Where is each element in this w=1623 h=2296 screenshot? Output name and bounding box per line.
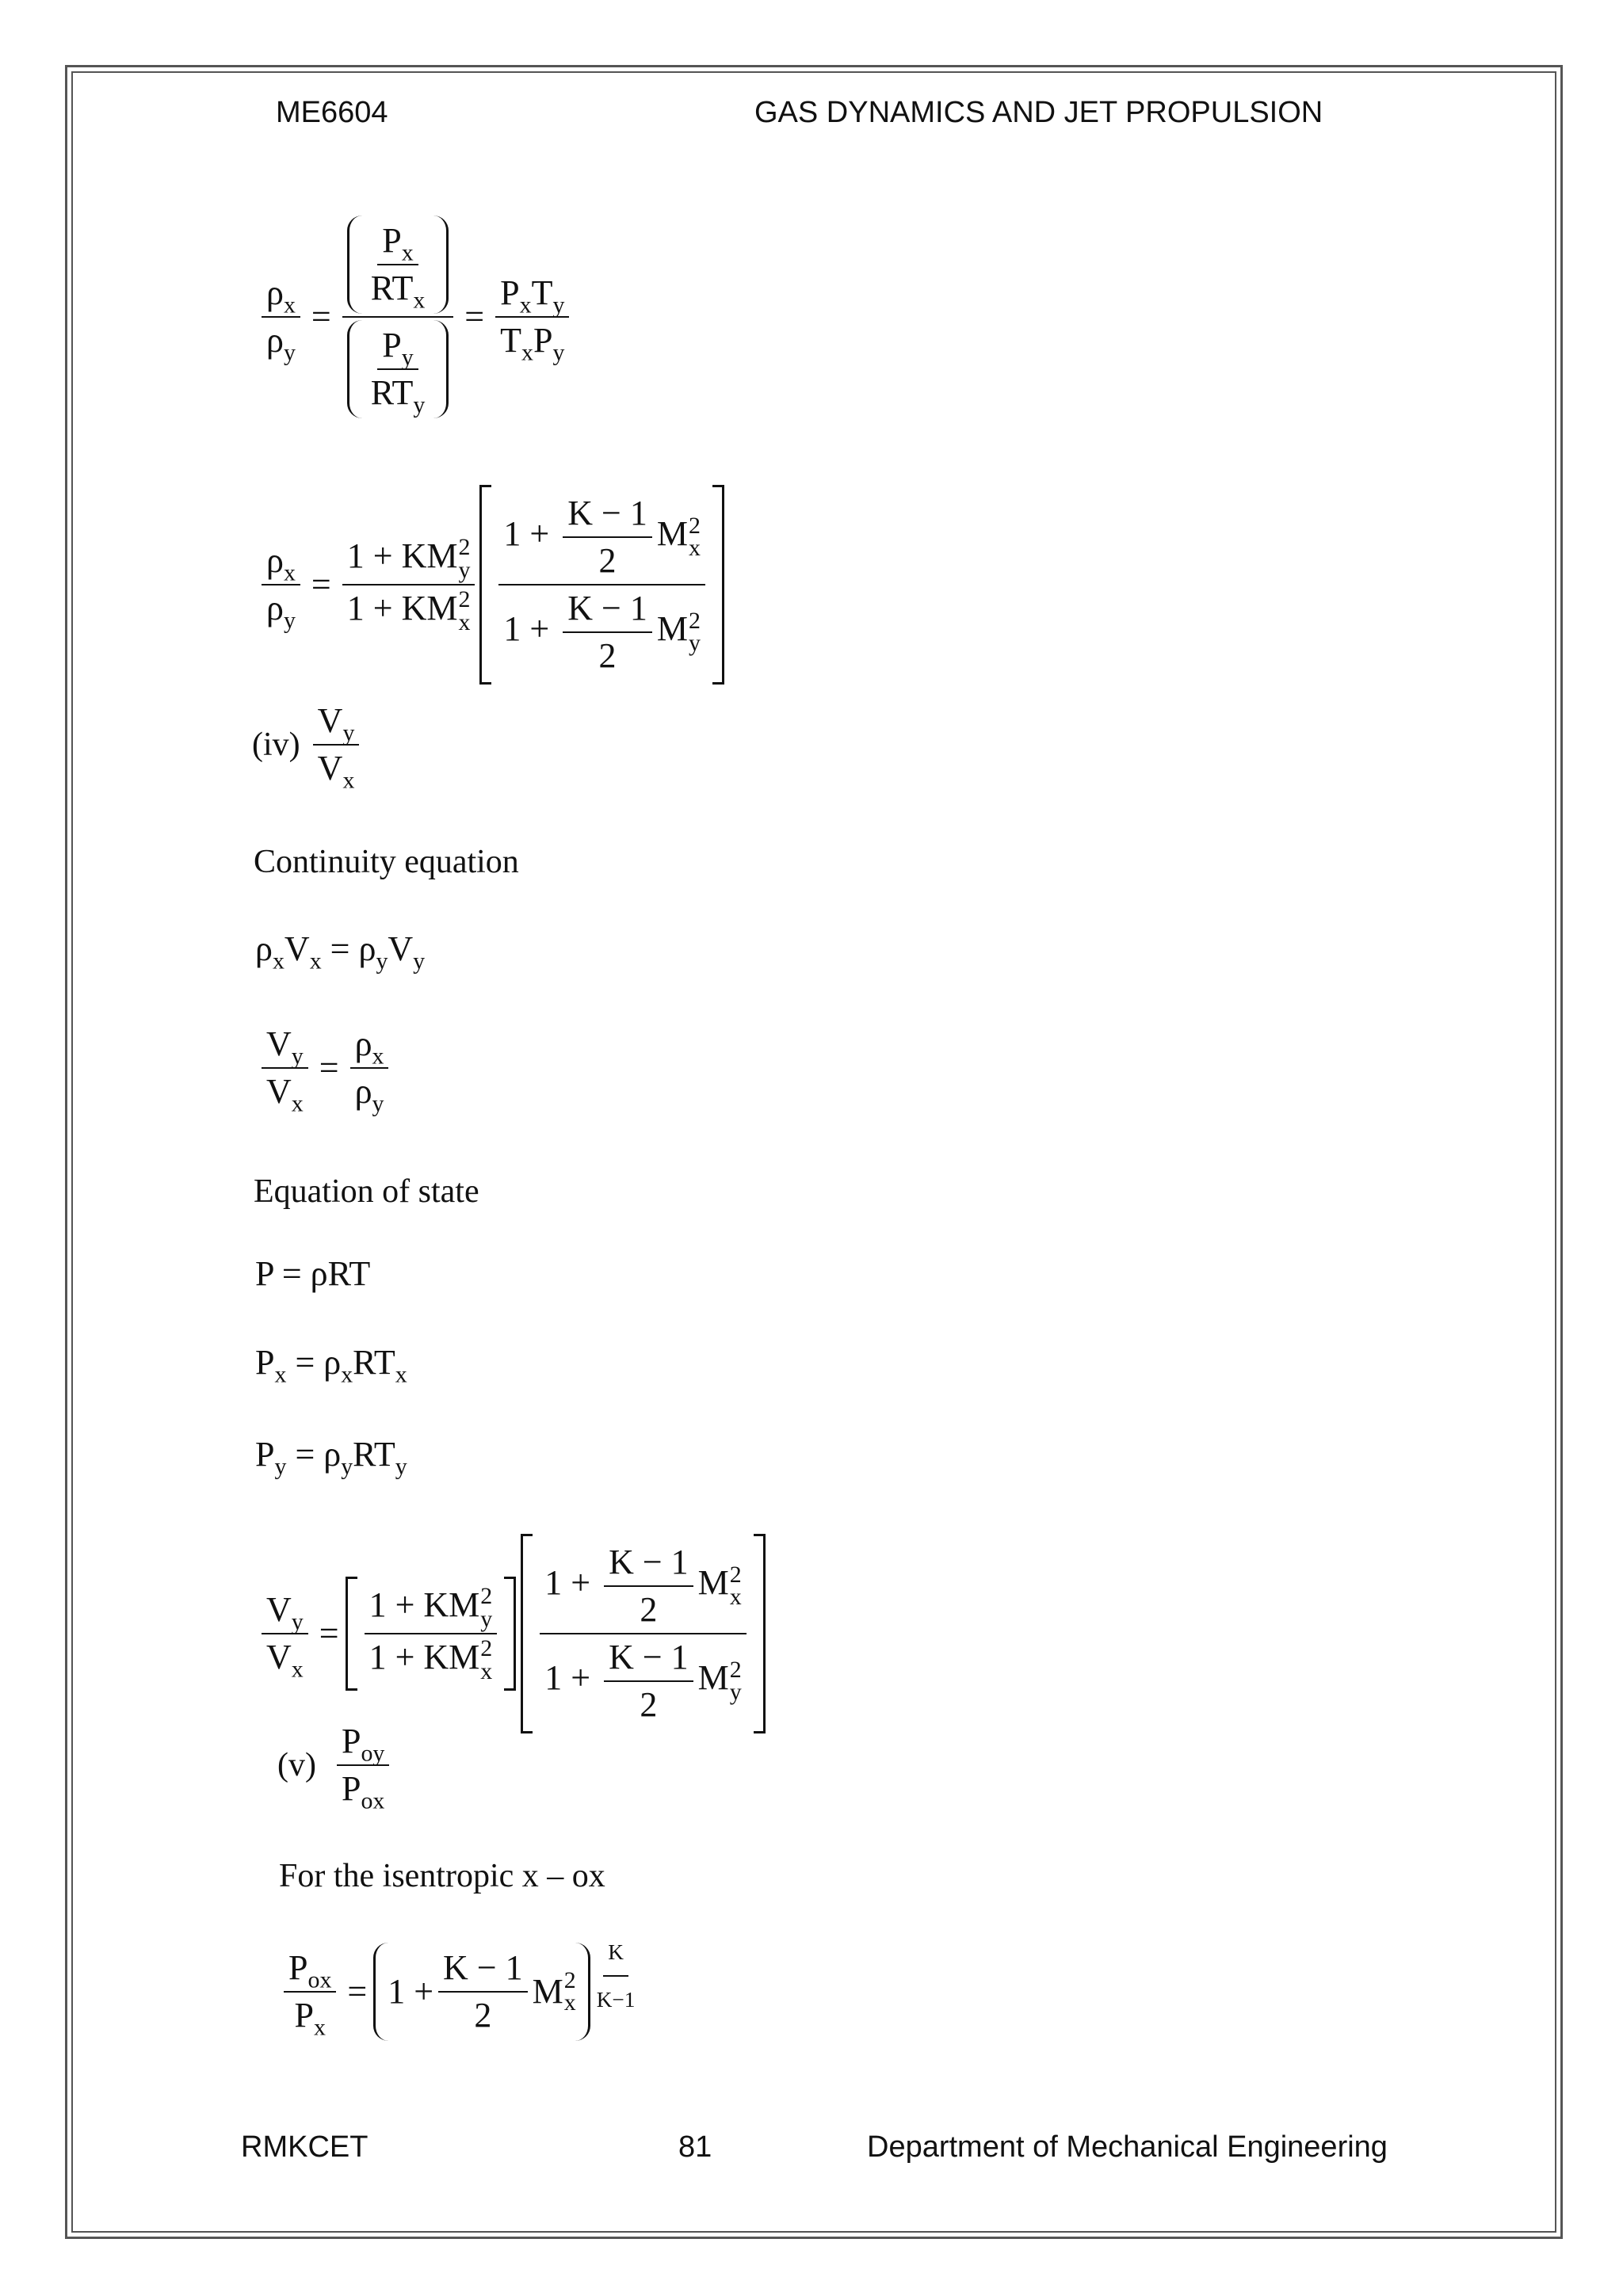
header-course-title: GAS DYNAMICS AND JET PROPULSION (754, 96, 1323, 129)
equation-density-ratio-state: $\frac{\rho_x}{\rho_y}$ = $\frac{\frac{P_x}{RT_x}}{\frac{P_y}{RT_y}}$ = $\frac{P_xT_y}{T_xP_y}$ (257, 215, 574, 418)
item-v-label: (v) (277, 1747, 316, 1783)
item-iv-label: (iv) (252, 727, 300, 763)
footer-department: Department of Mechanical Engineering (867, 2130, 1388, 2164)
equation-state: P = ρRT (255, 1254, 371, 1293)
footer-institution: RMKCET (241, 2130, 369, 2164)
equation-continuity: $\rho_xV_x = \rho_yV_y$ (255, 929, 426, 974)
isentropic-text: For the isentropic x – ox (279, 1858, 605, 1894)
header-course-code: ME6604 (276, 96, 388, 129)
equation-velocity-ratio-mach: $\frac{V_y}{V_x}$ = 1 + KM 2 y 1 + KM 2 x 1 + $\frac{K - 1}{2}$ M 2 x 1 + $\frac{K - 1}{2}$ M 2 y (257, 1534, 766, 1733)
equation-state-x: $P_x = \rho_xRT_x$ (255, 1343, 407, 1388)
state-heading: Equation of state (254, 1173, 479, 1210)
item-v-pressure-ratio: (v) $\frac{P_{oy}}{P_{ox}}$ (277, 1721, 394, 1810)
equation-isentropic-pressure: $\frac{P_{ox}}{P_x}$ = 1 + $\frac{K - 1}{2}$ M 2 x $\frac{K}{K-1}$ (279, 1943, 640, 2041)
item-iv-velocity-ratio: (iv) $\frac{V_y}{V_x}$ (252, 700, 364, 789)
equation-state-y: $P_y = \rho_yRT_y$ (255, 1435, 407, 1480)
footer-page-number: 81 (678, 2130, 712, 2164)
equation-density-ratio-mach: $\frac{\rho_x}{\rho_y}$ = 1 + KM 2 y 1 + KM 2 x 1 + $\frac{K - 1}{2}$ M 2 x 1 + $\frac{K - 1}{2}$ M 2 y (257, 485, 724, 685)
equation-velocity-density: $\frac{V_y}{V_x}$ = $\frac{\rho_x}{\rho_y}$ (257, 1024, 393, 1112)
continuity-heading: Continuity equation (254, 844, 519, 880)
